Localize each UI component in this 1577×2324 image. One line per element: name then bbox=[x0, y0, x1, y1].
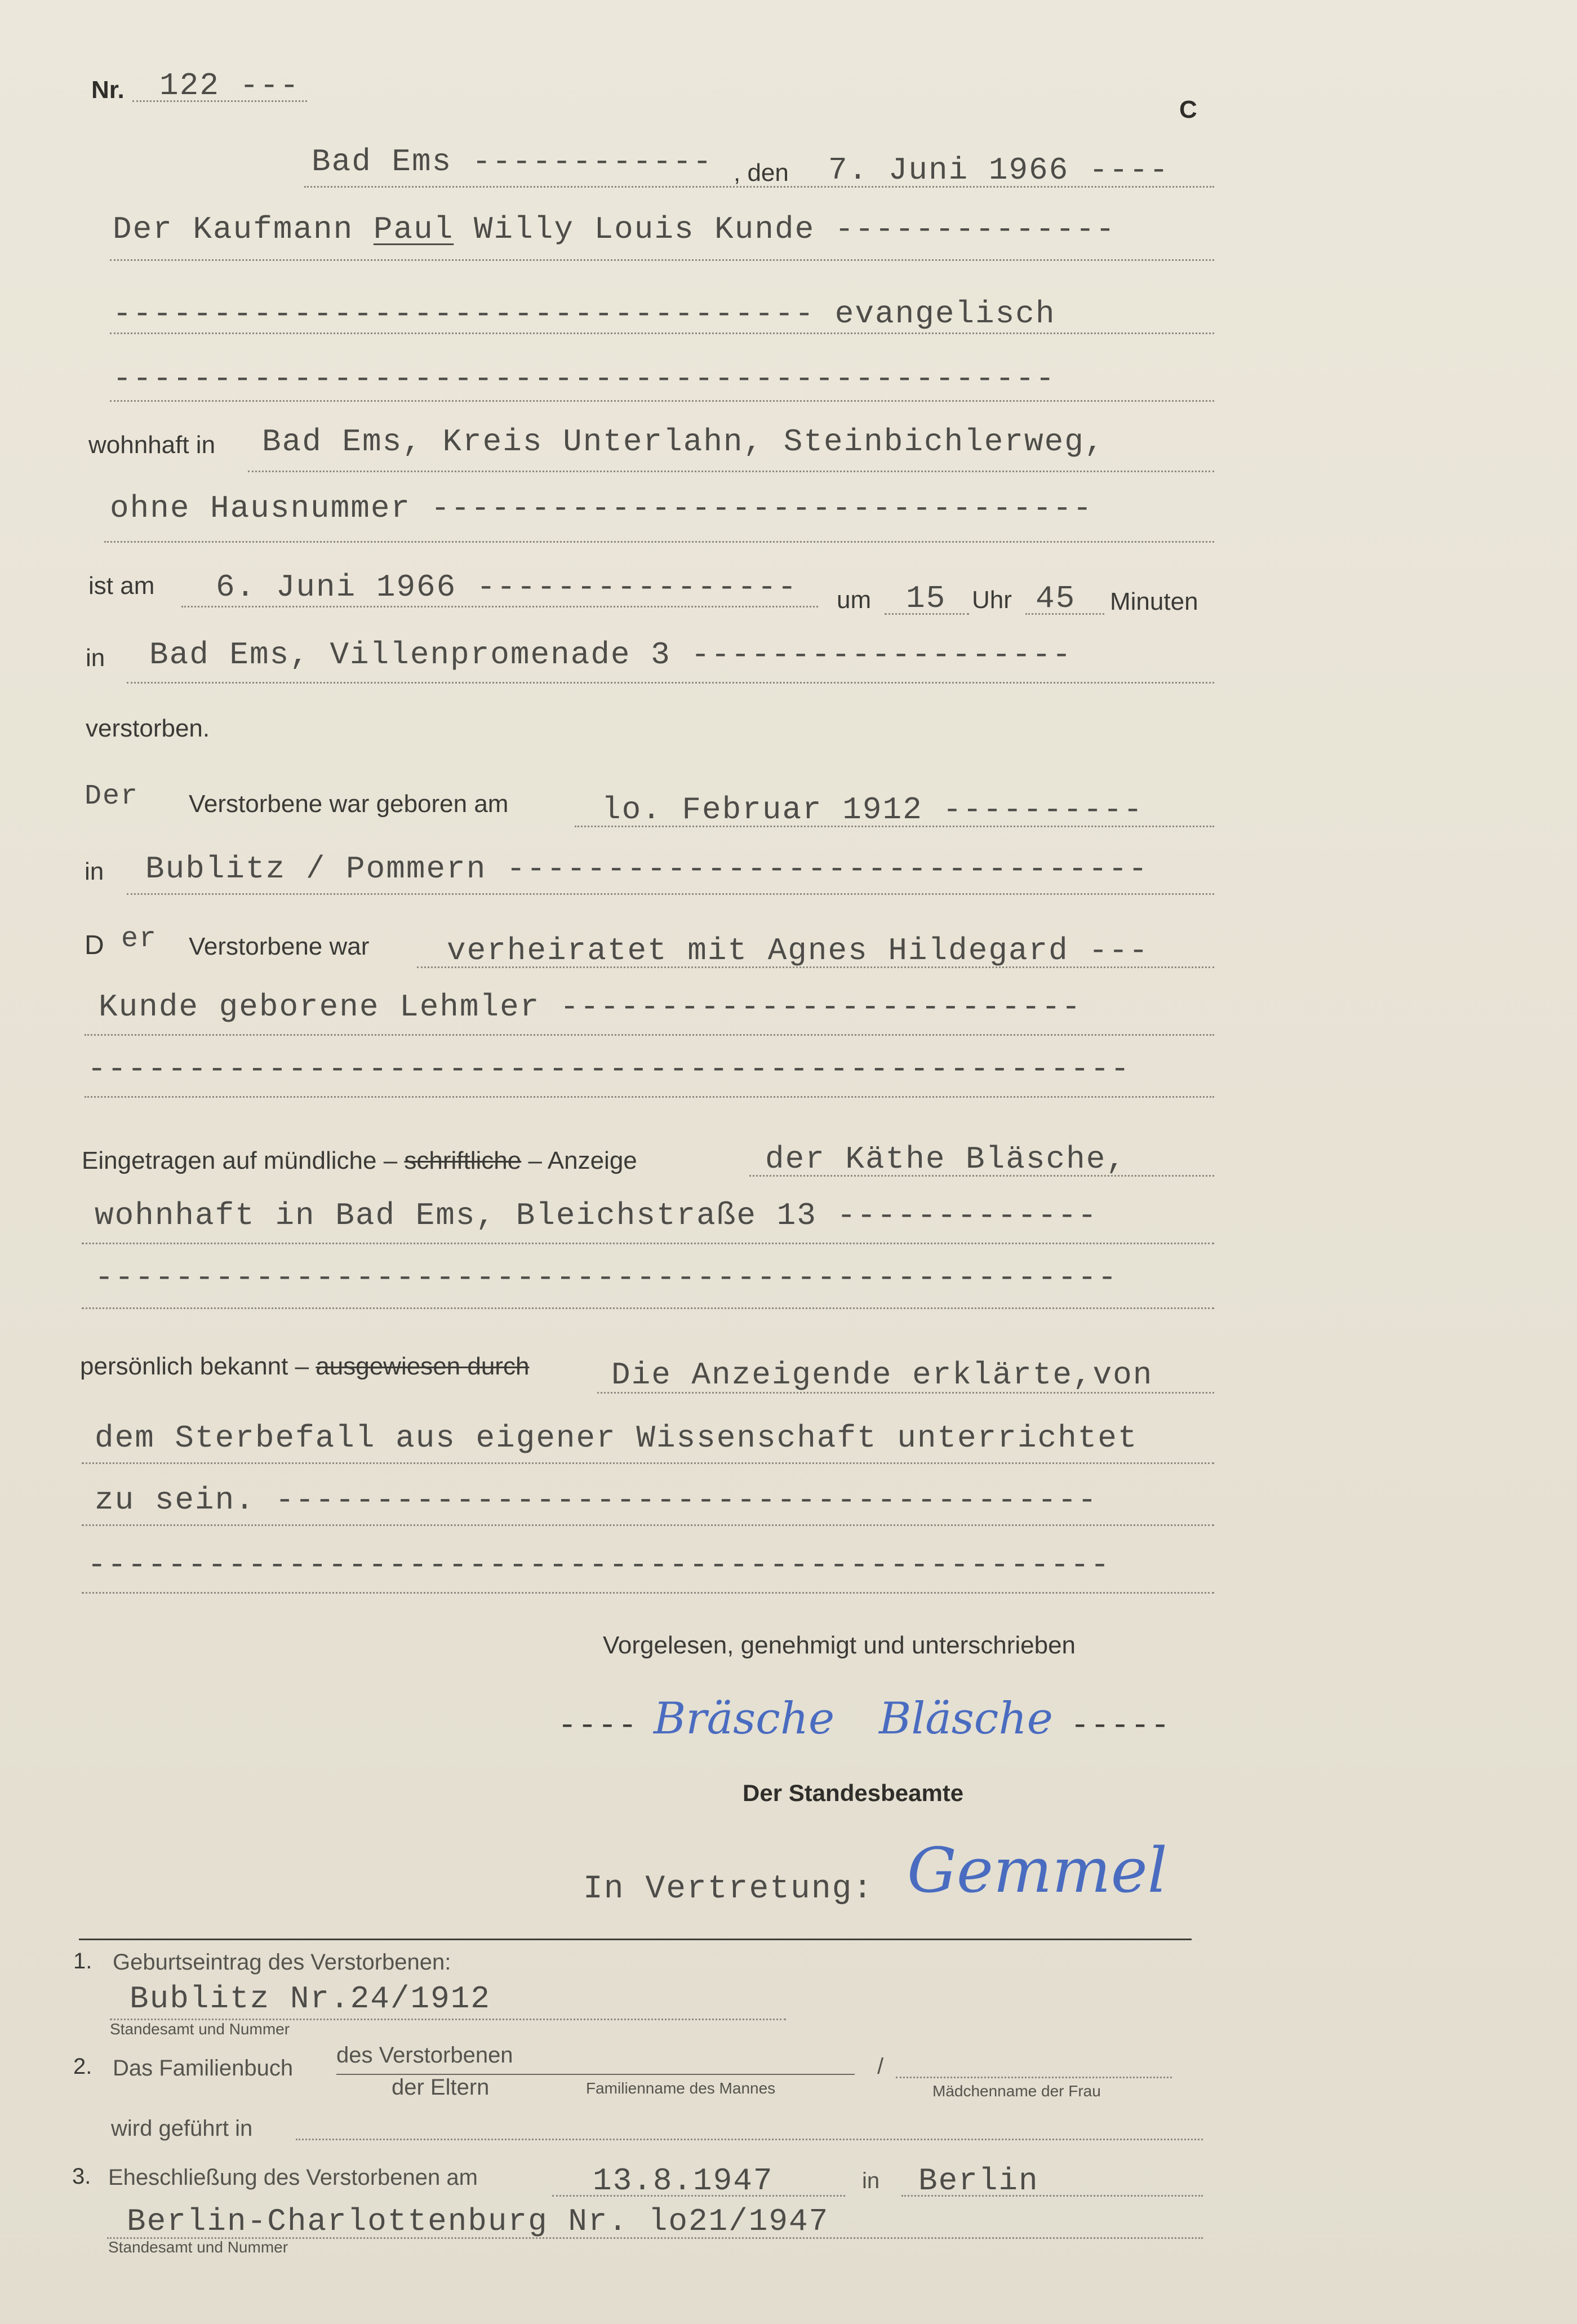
deceased-line-1: Der Kaufmann Paul Willy Louis Kunde -------------- bbox=[113, 211, 1116, 247]
identification-line-3: zu sein. ----------------------------------------- bbox=[95, 1482, 1098, 1518]
registration-line-1: der Käthe Bläsche, bbox=[765, 1141, 1126, 1177]
identification-rule-2 bbox=[82, 1462, 1214, 1464]
informant-signature-2: Bläsche bbox=[879, 1693, 1053, 1744]
registry-place: Bad Ems ------------ bbox=[312, 144, 713, 180]
footnote-2-de: des Verstorbenen bbox=[336, 2043, 513, 2068]
death-place-rule bbox=[127, 682, 1214, 684]
footnote-3-place: Berlin bbox=[918, 2163, 1039, 2199]
residence-label: wohnhaft in bbox=[88, 431, 216, 459]
identification-line-2: dem Sterbefall aus eigener Wissenschaft unterrichtet bbox=[95, 1420, 1138, 1456]
footnote-3-in: in bbox=[862, 2168, 880, 2193]
death-hour: 15 bbox=[906, 580, 947, 617]
nr-label: Nr. bbox=[91, 76, 125, 104]
identification-rule-3 bbox=[82, 1524, 1214, 1526]
registry-date: 7. Juni 1966 ---- bbox=[828, 152, 1170, 188]
hour-rule bbox=[885, 613, 969, 615]
informant-signature-1: Bräsche bbox=[654, 1693, 835, 1744]
nr-value: 122 --- bbox=[159, 68, 300, 104]
verstorben-label: verstorben. bbox=[86, 715, 210, 742]
marital-line-3: ---------------------------------------------------- bbox=[87, 1051, 1131, 1087]
sig-dashes-left: ---- bbox=[558, 1707, 638, 1744]
footnote-divider bbox=[79, 1939, 1192, 1940]
sig-dashes-right: ----- bbox=[1070, 1707, 1171, 1744]
marital-rule-2 bbox=[85, 1034, 1214, 1036]
birth-place-rule bbox=[127, 893, 1214, 895]
footnote-2-eltern: der Eltern bbox=[392, 2075, 490, 2100]
footnote-2-number: 2. bbox=[73, 2054, 92, 2079]
footnote-2-wird: wird geführt in bbox=[111, 2116, 253, 2141]
death-place: Bad Ems, Villenpromenade 3 ------------------- bbox=[149, 637, 1072, 673]
footnote-3-place-rule bbox=[901, 2195, 1203, 2197]
marital-line-2: Kunde geborene Lehmler -------------------------- bbox=[99, 989, 1082, 1025]
given-name-underlined: Paul bbox=[373, 211, 454, 247]
minutes-rule bbox=[1025, 613, 1104, 615]
registration-rule-3 bbox=[82, 1307, 1214, 1309]
birth-date: lo. Februar 1912 ---------- bbox=[602, 792, 1144, 828]
identification-line-4: --------------------------------------------------- bbox=[87, 1547, 1110, 1583]
deceased-rule-1 bbox=[110, 259, 1214, 261]
d-prefix: D bbox=[85, 930, 104, 960]
registration-line-2: wohnhaft in Bad Ems, Bleichstraße 13 ------------- bbox=[95, 1198, 1098, 1234]
footnote-2-frau-rule bbox=[896, 2077, 1172, 2078]
registration-line-3: --------------------------------------------------- bbox=[95, 1259, 1118, 1296]
read-approved-label: Vorgelesen, genehmigt und unterschrieben bbox=[603, 1631, 1076, 1659]
birth-in-label: in bbox=[85, 858, 104, 885]
registration-rule-2 bbox=[82, 1243, 1214, 1244]
marital-rule-1 bbox=[417, 966, 1214, 968]
marital-rule-3 bbox=[85, 1096, 1214, 1098]
deceased-rule-3 bbox=[110, 400, 1214, 402]
date-rule bbox=[304, 186, 1214, 188]
registration-label: Eingetragen auf mündliche – schriftliche – Anzeige bbox=[82, 1147, 637, 1174]
footnote-3-label: Eheschließung des Verstorbenen am bbox=[108, 2165, 478, 2190]
footnote-1-sub: Standesamt und Nummer bbox=[110, 2020, 290, 2038]
identification-label: persönlich bekannt – ausgewiesen durch bbox=[80, 1352, 530, 1380]
struck-schriftliche: schriftliche bbox=[404, 1147, 522, 1174]
deceased-rule-2 bbox=[110, 332, 1214, 334]
footnote-3-date: 13.8.1947 bbox=[593, 2163, 774, 2199]
minuten-label: Minuten bbox=[1110, 588, 1198, 615]
er-typed: er bbox=[121, 923, 158, 955]
residence-rule-1 bbox=[248, 471, 1214, 472]
uhr-label: Uhr bbox=[972, 586, 1012, 614]
den-label: , den bbox=[734, 159, 789, 187]
death-in-label: in bbox=[86, 644, 105, 672]
registrar-label: Der Standesbeamte bbox=[743, 1780, 964, 1806]
footnote-2-mann: Familienname des Mannes bbox=[586, 2079, 776, 2097]
footnote-2-slash: / bbox=[877, 2054, 884, 2079]
marital-line-1: verheiratet mit Agnes Hildegard --- bbox=[447, 933, 1149, 969]
footnote-2-rule bbox=[296, 2139, 1203, 2140]
identification-rule-4 bbox=[82, 1592, 1214, 1594]
footnote-3-number: 3. bbox=[72, 2164, 91, 2189]
registration-rule-1 bbox=[749, 1175, 1214, 1177]
residence-line-1: Bad Ems, Kreis Unterlahn, Steinbichlerweg, bbox=[262, 424, 1105, 460]
footnote-1-label: Geburtseintrag des Verstorbenen: bbox=[113, 1950, 451, 1975]
registrar-signature: Gemmel bbox=[907, 1834, 1167, 1906]
marital-label: Verstorbene war bbox=[189, 933, 370, 960]
birth-place: Bublitz / Pommern -------------------------------- bbox=[145, 851, 1149, 887]
identification-line-1: Die Anzeigende erklärte,von bbox=[611, 1357, 1153, 1393]
der-typed: Der bbox=[85, 780, 139, 813]
residence-rule-2 bbox=[104, 541, 1214, 543]
birth-date-rule bbox=[575, 826, 1214, 827]
vertretung-label: In Vertretung: bbox=[583, 1871, 874, 1908]
struck-ausgewiesen: ausgewiesen durch bbox=[316, 1352, 530, 1380]
death-date-rule bbox=[181, 606, 818, 607]
death-date: 6. Juni 1966 ---------------- bbox=[216, 569, 798, 605]
footnote-1-value: Bublitz Nr.24/1912 bbox=[130, 1981, 491, 2017]
deceased-line-3: ----------------------------------------------- bbox=[113, 361, 1056, 397]
footnote-1-number: 1. bbox=[73, 1949, 92, 1973]
birth-label: Verstorbene war geboren am bbox=[189, 790, 509, 818]
footnote-3-date-rule bbox=[552, 2195, 845, 2197]
um-label: um bbox=[837, 586, 872, 614]
identification-rule-1 bbox=[597, 1392, 1214, 1394]
ist-am-label: ist am bbox=[88, 572, 155, 600]
footnote-3-sub: Standesamt und Nummer bbox=[108, 2238, 288, 2256]
death-minutes: 45 bbox=[1036, 580, 1076, 617]
residence-line-2: ohne Hausnummer --------------------------------- bbox=[110, 490, 1093, 526]
footnote-3-value: Berlin-Charlottenburg Nr. lo21/1947 bbox=[127, 2203, 829, 2239]
nr-rule bbox=[132, 100, 307, 102]
corner-mark: C bbox=[1179, 96, 1197, 123]
footnote-2-label: Das Familienbuch bbox=[113, 2056, 294, 2081]
footnote-2-frau: Mädchenname der Frau bbox=[932, 2082, 1101, 2100]
deceased-line-2: ----------------------------------- evangelisch bbox=[113, 296, 1056, 332]
